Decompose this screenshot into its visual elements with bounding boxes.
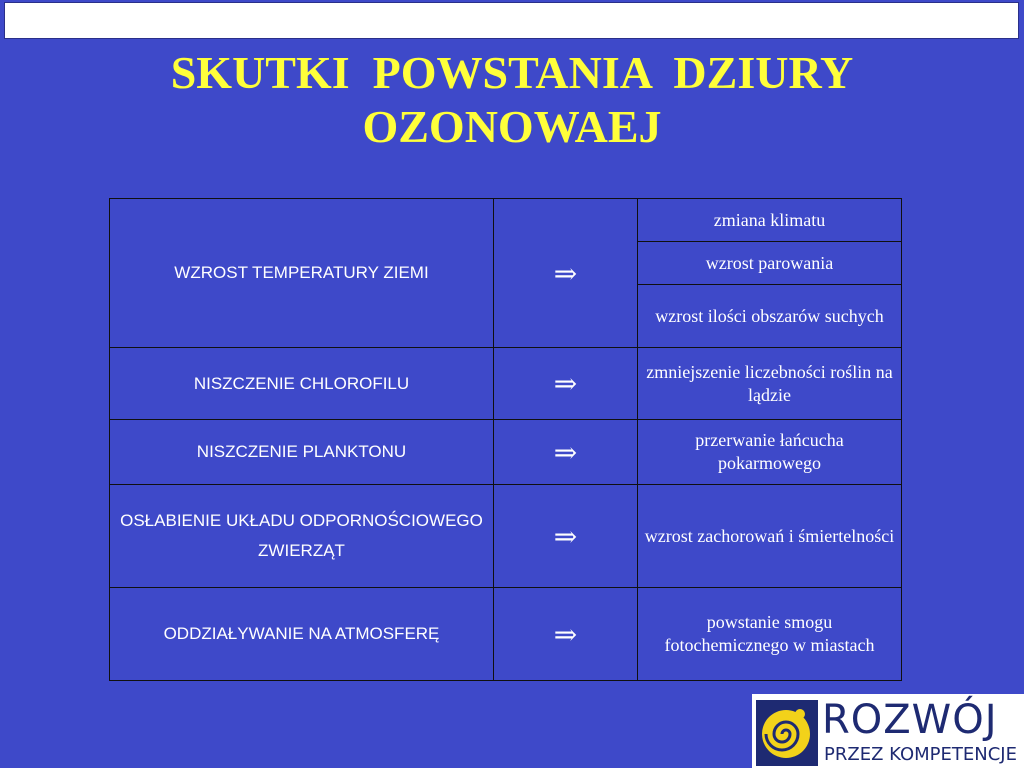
arrow-icon: ⇒ — [494, 485, 638, 588]
table-row — [110, 420, 902, 485]
effect-cell: wzrost parowania — [638, 242, 902, 285]
table-row — [110, 199, 902, 242]
top-white-bar — [4, 2, 1019, 39]
logo-sub-text: PRZEZ KOMPETENCJE — [824, 744, 1017, 765]
effect-cell: przerwanie łańcucha pokarmowego — [638, 420, 902, 485]
cause-cell: WZROST TEMPERATURY ZIEMI — [110, 199, 494, 348]
arrow-icon: ⇒ — [494, 348, 638, 420]
effect-cell: wzrost ilości obszarów suchych — [638, 285, 902, 348]
slide-title — [0, 46, 1024, 154]
spiral-logo-icon — [756, 700, 818, 766]
table-row — [110, 348, 902, 420]
title-line-2: OZONOWAEJ — [362, 101, 662, 152]
cause-cell: OSŁABIENIE UKŁADU ODPORNOŚCIOWEGO ZWIERZĄT — [110, 485, 494, 588]
effects-table — [109, 198, 902, 681]
cause-cell: ODDZIAŁYWANIE NA ATMOSFERĘ — [110, 588, 494, 681]
effect-cell: powstanie smogu fotochemicznego w miastach — [638, 588, 902, 681]
arrow-icon: ⇒ — [494, 588, 638, 681]
cause-cell: NISZCZENIE CHLOROFILU — [110, 348, 494, 420]
effect-cell: zmniejszenie liczebności roślin na lądzie — [638, 348, 902, 420]
cause-cell: NISZCZENIE PLANKTONU — [110, 420, 494, 485]
effect-cell: zmiana klimatu — [638, 199, 902, 242]
rozwoj-logo — [752, 694, 1024, 768]
table-row — [110, 588, 902, 681]
arrow-icon: ⇒ — [494, 420, 638, 485]
title-line-1: SKUTKI POWSTANIA DZIURY — [170, 47, 854, 98]
arrow-icon: ⇒ — [494, 199, 638, 348]
table-row — [110, 485, 902, 588]
effect-cell: wzrost zachorowań i śmiertelności — [638, 485, 902, 588]
logo-main-text: ROZWÓJ — [822, 697, 998, 743]
